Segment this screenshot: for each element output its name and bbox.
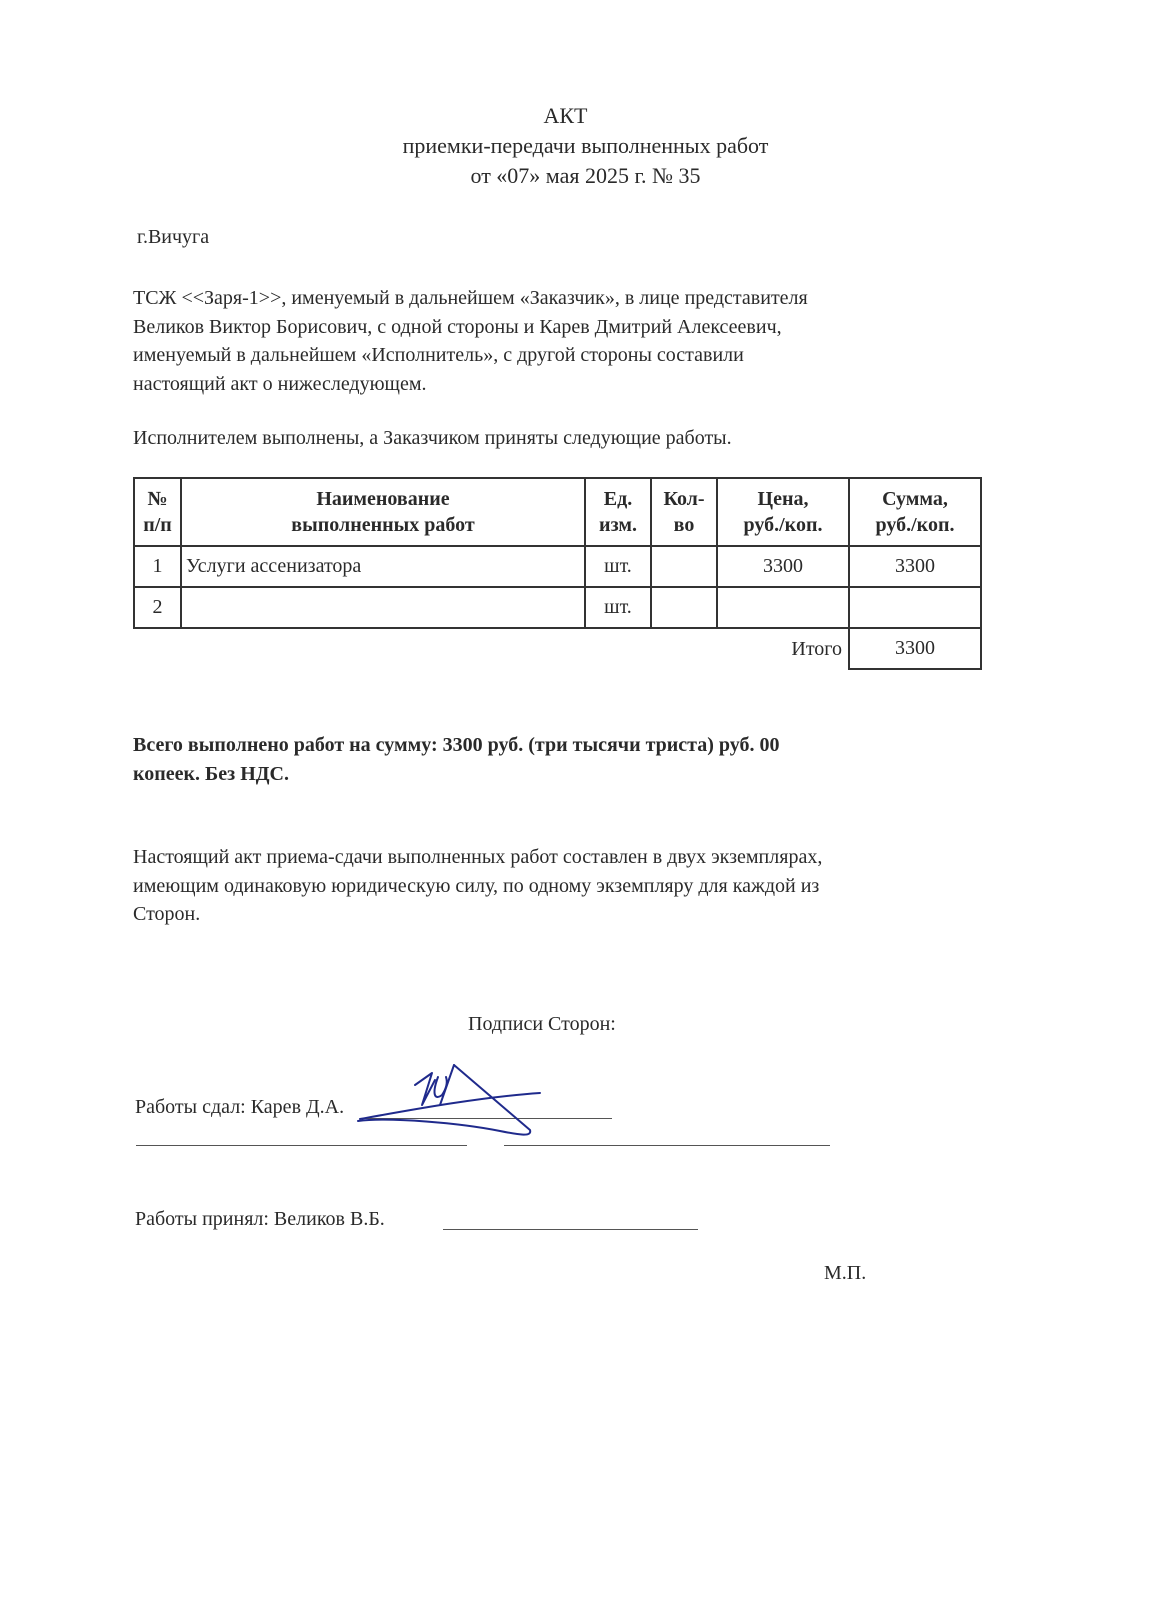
works-table	[133, 477, 982, 670]
cell-name: Услуги ассенизатора	[181, 546, 585, 587]
table-row	[134, 587, 981, 628]
cell-price	[717, 587, 849, 628]
handwritten-signature	[350, 1055, 590, 1145]
stamp-place: М.П.	[824, 1262, 867, 1284]
cell-unit: шт.	[585, 546, 651, 587]
total-value: 3300	[849, 628, 981, 669]
preamble-line: настоящий акт о нижеследующем.	[133, 372, 427, 395]
works-intro: Исполнителем выполнены, а Заказчиком приняты следующие работы.	[133, 427, 732, 449]
handed-over-label: Работы сдал: Карев Д.А.	[135, 1096, 345, 1118]
copies-line: имеющим одинаковую юридическую силу, по одному экземпляру для каждой из	[133, 874, 820, 897]
header-name: Наименование выполненных работ	[181, 478, 585, 546]
accepted-label: Работы принял: Великов В.Б.	[135, 1208, 385, 1230]
cell-name	[181, 587, 585, 628]
document-subtitle: приемки-передачи выполненных работ	[402, 133, 769, 158]
header-num: № п/п	[134, 478, 181, 546]
preamble-line: ТСЖ <<Заря-1>>, именуемый в дальнейшем «Заказчик», в лице представителя	[133, 287, 808, 309]
cell-sum	[849, 587, 981, 628]
city: г.Вичуга	[137, 226, 210, 248]
cell-num: 2	[134, 587, 181, 628]
cell-qty	[651, 546, 717, 587]
cell-qty	[651, 587, 717, 628]
header-qty: Кол- во	[651, 478, 717, 546]
accepted-signature-line	[443, 1229, 698, 1230]
cell-sum: 3300	[849, 546, 981, 587]
table-header-row	[134, 478, 981, 546]
cell-num: 1	[134, 546, 181, 587]
preamble-line: Великов Виктор Борисович, с одной стороны и Карев Дмитрий Алексеевич,	[133, 315, 782, 338]
header-unit: Ед. изм.	[585, 478, 651, 546]
copies-line: Сторон.	[133, 903, 201, 925]
table-total-row	[134, 628, 981, 669]
cell-price: 3300	[717, 546, 849, 587]
header-sum: Сумма, руб./коп.	[849, 478, 981, 546]
signature-line	[136, 1145, 467, 1146]
total-amount-text	[133, 731, 983, 788]
header-price: Цена, руб./коп.	[717, 478, 849, 546]
total-text-line: Всего выполнено работ на сумму: 3300 руб. (три тысячи триста) руб. 00	[133, 734, 780, 756]
signature-line	[504, 1145, 830, 1146]
signatures-heading: Подписи Сторон:	[468, 1013, 616, 1035]
copies-clause	[133, 843, 993, 929]
total-label: Итого	[134, 628, 849, 669]
preamble-line: именуемый в дальнейшем «Исполнитель», с другой стороны составили	[133, 344, 744, 366]
table-row	[134, 546, 981, 587]
total-text-line: копеек. Без НДС.	[133, 762, 289, 785]
document-date-number: от «07» мая 2025 г. № 35	[470, 163, 701, 188]
copies-line: Настоящий акт приема-сдачи выполненных работ составлен в двух экземплярах,	[133, 846, 823, 868]
preamble	[133, 284, 963, 398]
cell-unit: шт.	[585, 587, 651, 628]
document-title: АКТ	[543, 103, 588, 128]
